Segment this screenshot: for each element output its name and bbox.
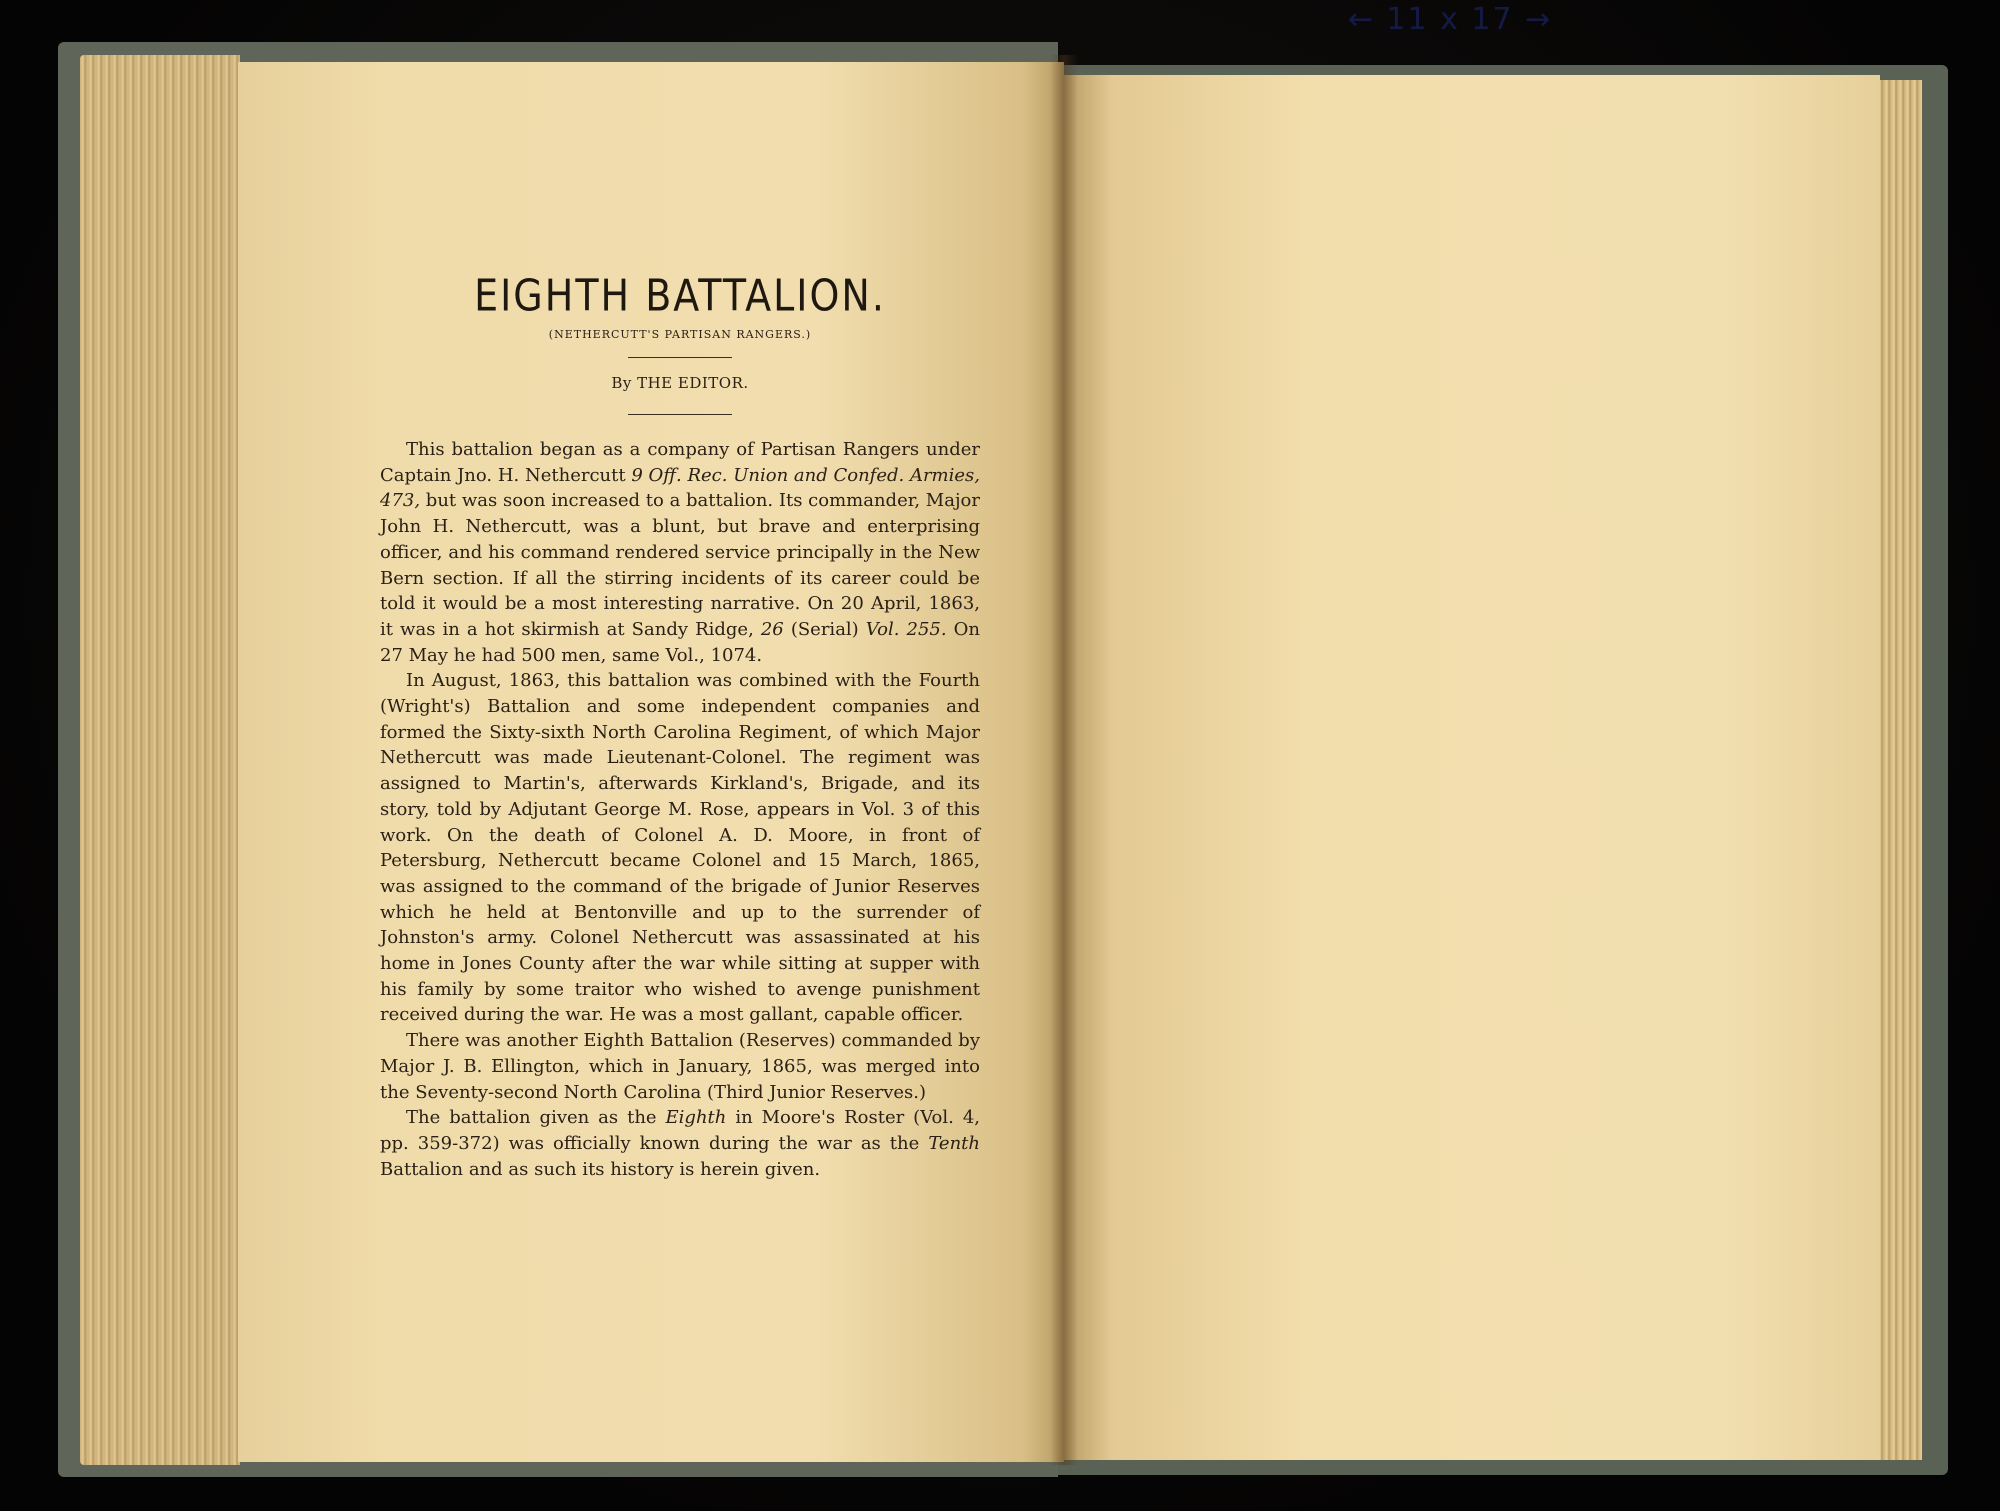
chapter-title: EIGHTH BATTALION. — [474, 270, 886, 321]
paragraph-2: In August, 1863, this battalion was combined with the Fourth (Wright's) Battalion and some independent companies and formed the Sixty-sixth North Carolina Regiment, of which Major Nethercutt was made Lieutenant-Colonel. The regiment was assigned to Martin's, afterwards Kirkland's, Brigade, and its story, told by Adjutant George M. Rose, appears in Vol. 3 of this work. On the death of Colonel A. D. Moore, in front of Petersburg, Nethercutt became Colonel and 15 March, 1865, was assigned to the command of the brigade of Junior Reserves which he held at Bentonville and up to the surrender of Johnston's army. Colonel Nethercutt was assassinated at his home in Jones County after the war while sitting at supper with his family by some traitor who wished to avenge punishment received during the war. He was a most gallant, capable officer. — [380, 670, 980, 1026]
divider-rule-bottom — [628, 414, 732, 415]
paragraph-4 — [380, 1105, 980, 1182]
right-page-blank — [1064, 75, 1880, 1460]
p1-text-a: This battalion began as a company of Partisan Rangers under Captain Jno. H. Nethercutt — [380, 439, 980, 486]
paragraph-3: There was another Eighth Battalion (Reserves) commanded by Major J. B. Ellington, which in January, 1865, was merged into the Seventy-second North Carolina (Third Junior Reserves.) — [380, 1030, 980, 1103]
p4-text-e: Battalion and as such its history is herein given. — [380, 1158, 821, 1180]
p4-tenth: Tenth — [928, 1132, 980, 1154]
paragraph-1 — [380, 437, 980, 668]
divider-rule-top — [628, 357, 732, 358]
page-stack-left — [80, 55, 240, 1465]
left-page-text — [380, 270, 980, 1182]
p1-text-c: but was soon increased to a battalion. Its commander, Major John H. Nethercutt, was a blunt, but brave and enterprising officer, and his command rendered service principally in the New Bern section. If all the stirring incidents of its career could be told it would be a most interesting narrative. On 20 April, 1863, it was in a hot skirmish at Sandy Ridge, — [380, 490, 980, 640]
p4-text-c: in Moore's Roster (Vol. 4, pp. 359-372) was officially known during the war as the — [380, 1107, 980, 1154]
p4-text-a: The battalion given as the — [406, 1107, 666, 1129]
p1-serial: (Serial) — [783, 618, 866, 640]
chapter-subtitle: (NETHERCUTT'S PARTISAN RANGERS.) — [548, 328, 812, 341]
p1-text-g: On 27 May he had 500 men, same Vol., 1074. — [380, 618, 980, 666]
book-gutter — [1050, 55, 1078, 1465]
p1-volume-ref: Vol. 255. — [865, 618, 947, 640]
ruler-mark: ← 11 x 17 → — [1347, 2, 1553, 37]
p1-citation: 9 Off. Rec. Union and Confed. Armies, 473, — [380, 464, 980, 512]
p1-volume-number: 26 — [760, 618, 784, 640]
byline: By THE EDITOR. — [611, 374, 749, 392]
p4-eighth: Eighth — [665, 1107, 727, 1129]
